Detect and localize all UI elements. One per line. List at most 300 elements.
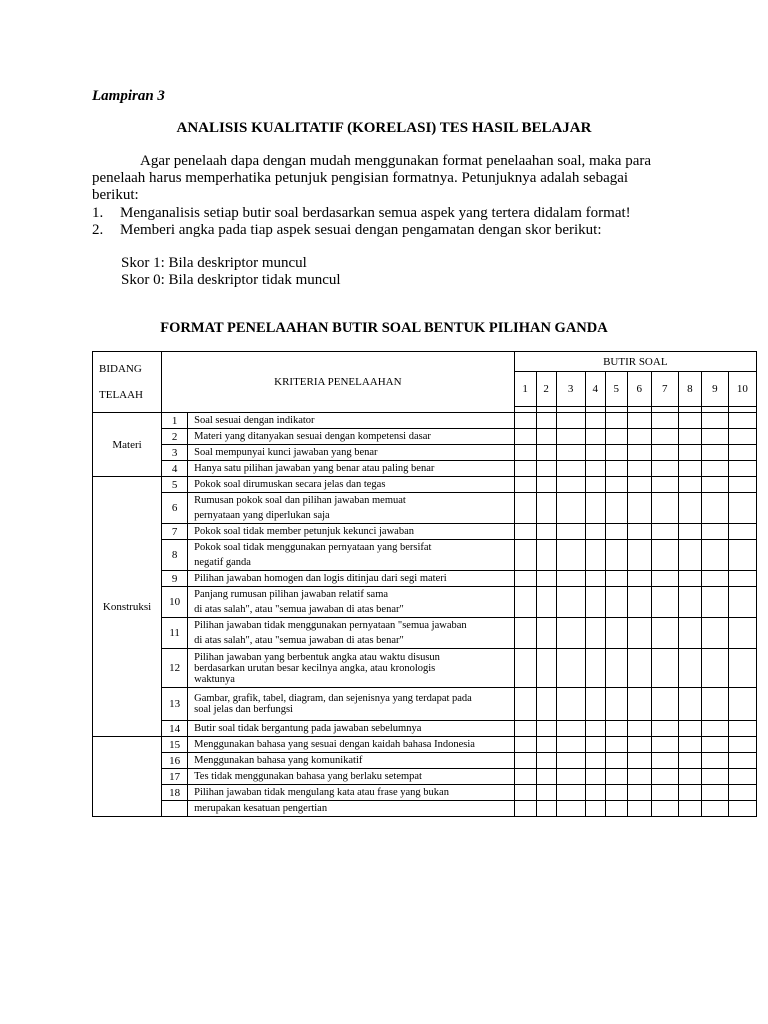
score-cell[interactable] xyxy=(651,801,678,817)
score-cell[interactable] xyxy=(678,493,701,524)
criterion-text xyxy=(188,571,514,587)
score-cell[interactable] xyxy=(728,721,756,737)
score-cell[interactable] xyxy=(627,445,651,461)
score-cell[interactable] xyxy=(556,477,585,493)
score-cell[interactable] xyxy=(678,445,701,461)
criterion-line: Menggunakan bahasa yang sesuai dengan kaidah bahasa Indonesia xyxy=(194,739,475,750)
criterion-number: 1 xyxy=(162,413,188,429)
score-cell[interactable] xyxy=(605,785,627,801)
criterion-number: 7 xyxy=(162,524,188,540)
score-cell[interactable] xyxy=(728,413,756,429)
score-cell[interactable] xyxy=(536,477,556,493)
score-cell[interactable] xyxy=(556,721,585,737)
table-row xyxy=(93,477,757,493)
list-item-text: Menganalisis setiap butir soal berdasarkan semua aspek yang tertera didalam format! xyxy=(120,205,631,221)
criterion-text xyxy=(188,649,514,688)
score-cell[interactable] xyxy=(514,429,536,445)
score-cell[interactable] xyxy=(678,769,701,785)
score-cell[interactable] xyxy=(585,445,605,461)
criterion-number: 8 xyxy=(162,540,188,571)
score-cell[interactable] xyxy=(627,429,651,445)
score-cell[interactable] xyxy=(651,493,678,524)
criterion-number: 16 xyxy=(162,753,188,769)
score-cell[interactable] xyxy=(514,571,536,587)
butir-number: 9 xyxy=(701,372,728,407)
criterion-number: 5 xyxy=(162,477,188,493)
criterion-text xyxy=(188,737,514,753)
score-cell[interactable] xyxy=(514,413,536,429)
score-cell[interactable] xyxy=(514,461,536,477)
criterion-line: soal jelas dan berfungsi xyxy=(194,704,293,715)
criterion-line: Gambar, grafik, tabel, diagram, dan sejenisnya yang terdapat pada xyxy=(194,693,472,704)
score-cell[interactable] xyxy=(585,721,605,737)
score-cell[interactable] xyxy=(514,587,536,618)
score-cell[interactable] xyxy=(556,587,585,618)
score-cell[interactable] xyxy=(678,429,701,445)
score-cell[interactable] xyxy=(536,524,556,540)
score-cell[interactable] xyxy=(627,587,651,618)
score-cell[interactable] xyxy=(536,688,556,721)
criterion-number: 3 xyxy=(162,445,188,461)
criterion-text xyxy=(188,769,514,785)
score-cell[interactable] xyxy=(701,649,728,688)
score-cell[interactable] xyxy=(556,618,585,649)
score-cell[interactable] xyxy=(585,737,605,753)
score-cell[interactable] xyxy=(651,461,678,477)
score-cell[interactable] xyxy=(536,571,556,587)
table-row xyxy=(93,649,757,688)
list-item xyxy=(92,205,631,222)
score-cell[interactable] xyxy=(627,649,651,688)
criterion-text xyxy=(188,429,514,445)
score-cell[interactable] xyxy=(728,524,756,540)
score-cell[interactable] xyxy=(701,737,728,753)
lampiran-label: Lampiran 3 xyxy=(92,88,165,104)
score-cell[interactable] xyxy=(536,587,556,618)
criterion-number: 4 xyxy=(162,461,188,477)
score-cell[interactable] xyxy=(728,587,756,618)
score-cell[interactable] xyxy=(556,649,585,688)
score-cell[interactable] xyxy=(678,524,701,540)
butir-number: 4 xyxy=(585,372,605,407)
criterion-text xyxy=(188,445,514,461)
list-item-text: Memberi angka pada tiap aspek sesuai dengan pengamatan dengan skor berikut: xyxy=(120,222,602,238)
criterion-text xyxy=(188,413,514,429)
score-cell[interactable] xyxy=(585,587,605,618)
score-cell[interactable] xyxy=(585,785,605,801)
score-cell[interactable] xyxy=(514,721,536,737)
score-cell[interactable] xyxy=(651,540,678,571)
bidang-header-line2: TELAAH xyxy=(99,389,143,401)
score-cell[interactable] xyxy=(605,445,627,461)
criterion-number: 9 xyxy=(162,571,188,587)
score-cell[interactable] xyxy=(678,540,701,571)
score-cell[interactable] xyxy=(536,540,556,571)
score-cell[interactable] xyxy=(605,618,627,649)
score-cell[interactable] xyxy=(556,413,585,429)
table-row xyxy=(93,540,757,571)
score-cell[interactable] xyxy=(585,801,605,817)
criterion-text xyxy=(188,618,514,649)
score-cell[interactable] xyxy=(701,461,728,477)
criterion-number: 17 xyxy=(162,769,188,785)
score-cell[interactable] xyxy=(678,587,701,618)
criterion-line: Pilihan jawaban homogen dan logis ditinjau dari segi materi xyxy=(194,573,447,584)
score-cell[interactable] xyxy=(556,688,585,721)
score-cell[interactable] xyxy=(728,769,756,785)
butir-number: 2 xyxy=(536,372,556,407)
table-row xyxy=(93,618,757,649)
score-cell[interactable] xyxy=(585,618,605,649)
criterion-line: Hanya satu pilihan jawaban yang benar atau paling benar xyxy=(194,463,435,474)
score-cell[interactable] xyxy=(605,461,627,477)
table-row xyxy=(93,721,757,737)
score-cell[interactable] xyxy=(514,688,536,721)
bidang-materi: Materi xyxy=(93,413,162,477)
score-cell[interactable] xyxy=(627,688,651,721)
criterion-line: di atas salah", atau "semua jawaban di atas benar" xyxy=(194,635,404,646)
criterion-line: Soal mempunyai kunci jawaban yang benar xyxy=(194,447,378,458)
score-cell[interactable] xyxy=(514,477,536,493)
criterion-number: 13 xyxy=(162,688,188,721)
criterion-text xyxy=(188,477,514,493)
score-cell[interactable] xyxy=(556,493,585,524)
list-item-number: 2. xyxy=(92,222,104,238)
list-item xyxy=(92,222,631,239)
score-cell[interactable] xyxy=(728,540,756,571)
score-cell[interactable] xyxy=(536,461,556,477)
score-cell[interactable] xyxy=(701,753,728,769)
score-cell[interactable] xyxy=(605,524,627,540)
criterion-line: Pilihan jawaban yang berbentuk angka atau waktu disusun xyxy=(194,651,440,663)
butir-number: 6 xyxy=(627,372,651,407)
criterion-line: Tes tidak menggunakan bahasa yang berlaku setempat xyxy=(194,771,422,782)
score-cell[interactable] xyxy=(701,540,728,571)
score-cell[interactable] xyxy=(627,413,651,429)
score-cell[interactable] xyxy=(651,571,678,587)
criterion-line: di atas salah", atau "semua jawaban di atas benar" xyxy=(194,604,404,615)
score-cell[interactable] xyxy=(514,753,536,769)
score-cell[interactable] xyxy=(585,524,605,540)
score-cell[interactable] xyxy=(728,493,756,524)
score-cell[interactable] xyxy=(627,477,651,493)
score-cell[interactable] xyxy=(514,737,536,753)
criterion-number: 18 xyxy=(162,785,188,801)
score-cell[interactable] xyxy=(627,737,651,753)
score-cell[interactable] xyxy=(651,721,678,737)
score-cell[interactable] xyxy=(536,618,556,649)
score-cell[interactable] xyxy=(701,477,728,493)
score-cell[interactable] xyxy=(556,753,585,769)
criterion-text xyxy=(188,721,514,737)
score-cell[interactable] xyxy=(651,753,678,769)
criterion-line: Pilihan jawaban tidak menggunakan pernyataan "semua jawaban xyxy=(194,620,467,631)
criterion-text xyxy=(188,753,514,769)
score-cell[interactable] xyxy=(701,445,728,461)
bidang-bahasa xyxy=(93,737,162,817)
table-row xyxy=(93,445,757,461)
score-0-text: Skor 0: Bila deskriptor tidak muncul xyxy=(121,272,341,288)
score-cell[interactable] xyxy=(605,429,627,445)
table-row xyxy=(93,753,757,769)
score-cell[interactable] xyxy=(678,801,701,817)
score-cell[interactable] xyxy=(536,769,556,785)
score-cell[interactable] xyxy=(651,649,678,688)
intro-text: Agar penelaah dapa dengan mudah menggunakan format penelaahan soal, maka para penelaah harus memperhatika petunjuk pengisian formatnya. Petunjuknya adalah sebagai berikut: xyxy=(92,153,652,203)
score-cell[interactable] xyxy=(651,737,678,753)
butir-number: 10 xyxy=(728,372,756,407)
butir-number: 1 xyxy=(514,372,536,407)
score-cell[interactable] xyxy=(605,769,627,785)
score-cell[interactable] xyxy=(701,785,728,801)
score-cell[interactable] xyxy=(701,493,728,524)
criterion-number: 11 xyxy=(162,618,188,649)
score-cell[interactable] xyxy=(605,477,627,493)
list-item-number: 1. xyxy=(92,205,104,221)
score-cell[interactable] xyxy=(605,688,627,721)
score-cell[interactable] xyxy=(627,524,651,540)
criterion-text xyxy=(188,461,514,477)
score-cell[interactable] xyxy=(627,493,651,524)
score-cell[interactable] xyxy=(728,753,756,769)
score-cell[interactable] xyxy=(728,571,756,587)
score-cell[interactable] xyxy=(651,618,678,649)
score-cell[interactable] xyxy=(556,785,585,801)
score-cell[interactable] xyxy=(728,461,756,477)
criterion-line: Rumusan pokok soal dan pilihan jawaban memuat xyxy=(194,495,406,506)
score-cell[interactable] xyxy=(556,445,585,461)
score-cell[interactable] xyxy=(556,540,585,571)
score-cell[interactable] xyxy=(678,618,701,649)
score-cell[interactable] xyxy=(701,688,728,721)
score-cell[interactable] xyxy=(556,769,585,785)
score-cell[interactable] xyxy=(678,477,701,493)
score-cell[interactable] xyxy=(627,801,651,817)
table-row xyxy=(93,587,757,618)
score-cell[interactable] xyxy=(627,618,651,649)
score-cell[interactable] xyxy=(585,753,605,769)
score-cell[interactable] xyxy=(514,769,536,785)
score-cell[interactable] xyxy=(651,429,678,445)
score-cell[interactable] xyxy=(728,649,756,688)
score-cell[interactable] xyxy=(536,429,556,445)
criterion-number: 14 xyxy=(162,721,188,737)
score-1-text: Skor 1: Bila deskriptor muncul xyxy=(121,255,307,271)
score-cell[interactable] xyxy=(556,737,585,753)
score-cell[interactable] xyxy=(556,461,585,477)
score-cell[interactable] xyxy=(678,649,701,688)
score-cell[interactable] xyxy=(627,540,651,571)
table-row xyxy=(93,769,757,785)
score-cell[interactable] xyxy=(627,721,651,737)
butir-number: 3 xyxy=(556,372,585,407)
score-cell[interactable] xyxy=(514,524,536,540)
butir-soal-header: BUTIR SOAL xyxy=(514,352,756,372)
score-cell[interactable] xyxy=(651,477,678,493)
score-cell[interactable] xyxy=(585,413,605,429)
score-cell[interactable] xyxy=(605,413,627,429)
score-cell[interactable] xyxy=(536,737,556,753)
score-cell[interactable] xyxy=(701,524,728,540)
score-cell[interactable] xyxy=(701,429,728,445)
score-cell[interactable] xyxy=(585,688,605,721)
criterion-line: Menggunakan bahasa yang komunikatif xyxy=(194,755,363,766)
score-cell[interactable] xyxy=(678,737,701,753)
criterion-text xyxy=(188,493,514,524)
criterion-text xyxy=(188,688,514,721)
score-cell[interactable] xyxy=(728,801,756,817)
criterion-line: Pokok soal tidak menggunakan pernyataan yang bersifat xyxy=(194,542,432,553)
score-cell[interactable] xyxy=(536,785,556,801)
score-cell[interactable] xyxy=(556,429,585,445)
score-cell[interactable] xyxy=(514,649,536,688)
score-cell[interactable] xyxy=(514,785,536,801)
score-cell[interactable] xyxy=(605,587,627,618)
kriteria-header: KRITERIA PENELAAHAN xyxy=(162,352,515,413)
criterion-line: Butir soal tidak bergantung pada jawaban sebelumnya xyxy=(194,723,422,734)
criterion-number: 12 xyxy=(162,649,188,688)
score-cell[interactable] xyxy=(605,801,627,817)
criterion-line: Panjang rumusan pilihan jawaban relatif sama xyxy=(194,589,389,600)
header-row xyxy=(93,352,757,372)
score-cell[interactable] xyxy=(678,721,701,737)
score-cell[interactable] xyxy=(651,524,678,540)
score-cell[interactable] xyxy=(701,571,728,587)
score-cell[interactable] xyxy=(585,571,605,587)
score-cell[interactable] xyxy=(536,801,556,817)
score-cell[interactable] xyxy=(585,461,605,477)
criterion-text xyxy=(188,785,514,801)
butir-number: 7 xyxy=(651,372,678,407)
score-cell[interactable] xyxy=(536,649,556,688)
score-cell[interactable] xyxy=(728,477,756,493)
bidang-telaah-header xyxy=(93,352,162,413)
score-cell[interactable] xyxy=(556,571,585,587)
table-row xyxy=(93,571,757,587)
score-cell[interactable] xyxy=(556,524,585,540)
score-cell[interactable] xyxy=(651,688,678,721)
score-cell[interactable] xyxy=(536,493,556,524)
bidang-header-line1: BIDANG xyxy=(99,363,142,375)
criterion-number: 6 xyxy=(162,493,188,524)
score-cell[interactable] xyxy=(678,461,701,477)
score-cell[interactable] xyxy=(651,413,678,429)
table-row xyxy=(93,785,757,801)
score-cell[interactable] xyxy=(627,461,651,477)
score-cell[interactable] xyxy=(514,445,536,461)
score-cell[interactable] xyxy=(651,769,678,785)
score-cell[interactable] xyxy=(585,649,605,688)
score-cell[interactable] xyxy=(605,737,627,753)
score-cell[interactable] xyxy=(536,721,556,737)
intro-paragraph xyxy=(92,153,677,204)
score-cell[interactable] xyxy=(514,493,536,524)
score-cell[interactable] xyxy=(627,571,651,587)
score-cell[interactable] xyxy=(728,618,756,649)
score-cell[interactable] xyxy=(627,753,651,769)
score-cell[interactable] xyxy=(585,769,605,785)
score-cell[interactable] xyxy=(678,753,701,769)
score-cell[interactable] xyxy=(701,769,728,785)
score-cell[interactable] xyxy=(701,413,728,429)
score-cell[interactable] xyxy=(701,721,728,737)
criterion-line: Soal sesuai dengan indikator xyxy=(194,415,315,426)
score-cell[interactable] xyxy=(678,413,701,429)
score-cell[interactable] xyxy=(701,618,728,649)
score-cell[interactable] xyxy=(678,688,701,721)
format-title: FORMAT PENELAAHAN BUTIR SOAL BENTUK PILIHAN GANDA xyxy=(160,320,608,336)
score-cell[interactable] xyxy=(627,769,651,785)
score-cell[interactable] xyxy=(536,413,556,429)
criterion-line: merupakan kesatuan pengertian xyxy=(194,803,328,814)
score-cell[interactable] xyxy=(651,445,678,461)
criterion-text xyxy=(188,540,514,571)
score-cell[interactable] xyxy=(605,493,627,524)
table-row xyxy=(93,524,757,540)
score-cell[interactable] xyxy=(651,587,678,618)
score-cell[interactable] xyxy=(585,429,605,445)
score-cell[interactable] xyxy=(585,477,605,493)
score-cell[interactable] xyxy=(701,587,728,618)
score-cell[interactable] xyxy=(514,540,536,571)
score-cell[interactable] xyxy=(701,801,728,817)
score-cell[interactable] xyxy=(585,493,605,524)
score-cell[interactable] xyxy=(651,785,678,801)
criterion-line: Pokok soal tidak member petunjuk kekunci jawaban xyxy=(194,526,414,537)
criterion-line: berdasarkan urutan besar kecilnya angka, atau kronologis xyxy=(194,662,436,674)
score-cell[interactable] xyxy=(728,429,756,445)
butir-number: 5 xyxy=(605,372,627,407)
table-row xyxy=(93,429,757,445)
criterion-number: 2 xyxy=(162,429,188,445)
score-cell[interactable] xyxy=(728,785,756,801)
criterion-line: Materi yang ditanyakan sesuai dengan kompetensi dasar xyxy=(194,431,431,442)
criterion-text xyxy=(188,524,514,540)
instruction-list xyxy=(92,205,631,239)
table-row xyxy=(93,801,757,817)
table-row xyxy=(93,493,757,524)
score-cell[interactable] xyxy=(678,571,701,587)
criterion-number: 15 xyxy=(162,737,188,753)
document-title: ANALISIS KUALITATIF (KORELASI) TES HASIL BELAJAR xyxy=(176,120,592,136)
score-cell[interactable] xyxy=(556,801,585,817)
criterion-text xyxy=(188,801,514,817)
score-cell[interactable] xyxy=(728,688,756,721)
score-cell[interactable] xyxy=(536,753,556,769)
table-row xyxy=(93,688,757,721)
table-row xyxy=(93,461,757,477)
score-cell[interactable] xyxy=(728,737,756,753)
score-cell[interactable] xyxy=(605,649,627,688)
score-cell[interactable] xyxy=(728,445,756,461)
score-cell[interactable] xyxy=(514,801,536,817)
criterion-line: pernyataan yang diperlukan saja xyxy=(194,510,330,521)
score-cell[interactable] xyxy=(605,540,627,571)
score-cell[interactable] xyxy=(678,785,701,801)
score-cell[interactable] xyxy=(605,721,627,737)
score-cell[interactable] xyxy=(605,571,627,587)
score-cell[interactable] xyxy=(585,540,605,571)
score-cell[interactable] xyxy=(536,445,556,461)
criterion-text xyxy=(188,587,514,618)
table-row xyxy=(93,413,757,429)
evaluation-table xyxy=(92,351,757,817)
criterion-line: Pokok soal dirumuskan secara jelas dan tegas xyxy=(194,479,386,490)
score-cell[interactable] xyxy=(605,753,627,769)
score-cell[interactable] xyxy=(514,618,536,649)
score-cell[interactable] xyxy=(627,785,651,801)
criterion-line: Pilihan jawaban tidak mengulang kata atau frase yang bukan xyxy=(194,787,449,798)
